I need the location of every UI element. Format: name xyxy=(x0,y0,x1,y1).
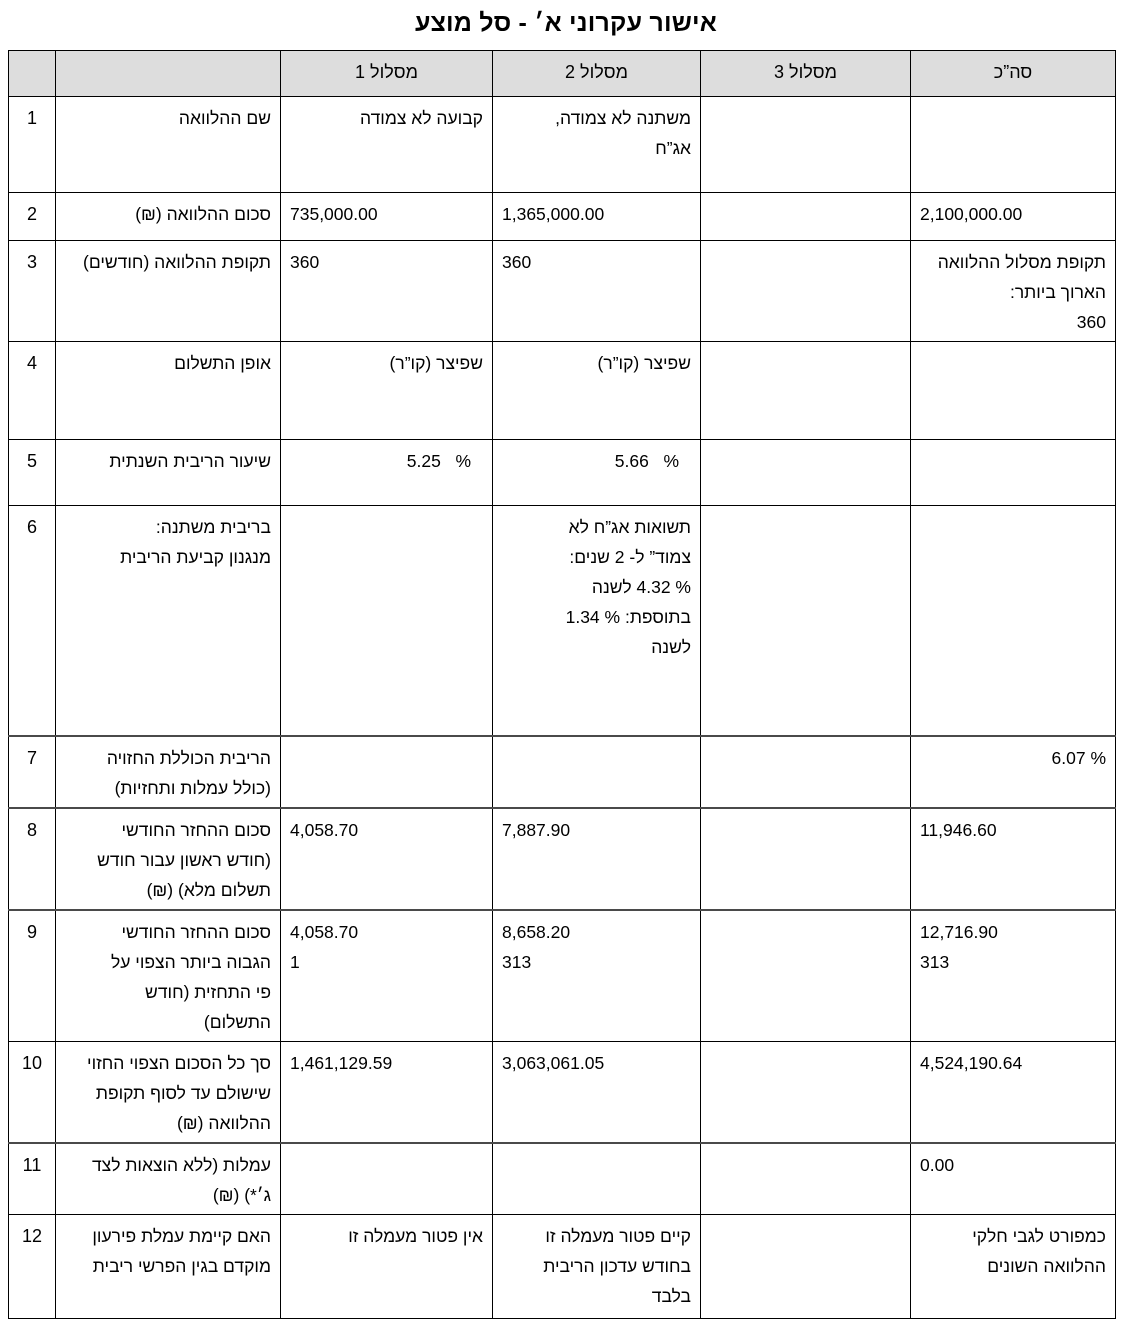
cell-row-number: 11 xyxy=(9,1143,56,1215)
cell-row-number: 9 xyxy=(9,910,56,1042)
cell-row-number: 6 xyxy=(9,506,56,736)
percent-symbol: % xyxy=(455,451,471,471)
cell-total-value: 2,100,000.00 xyxy=(920,204,1023,224)
column-header-label xyxy=(56,51,281,97)
cell-label xyxy=(56,808,281,910)
cell-label-line2: (כולל עמלות ותחזיות) xyxy=(114,777,271,798)
cell-label: שם ההלוואה xyxy=(56,97,281,193)
cell-label xyxy=(56,910,281,1042)
cell-track3 xyxy=(701,342,911,440)
cell-track2-line3: בלבד xyxy=(651,1285,691,1306)
cell-total-line2: הארוך ביותר: xyxy=(1009,282,1106,302)
cell-label-line1: עמלות (ללא הוצאות לצד xyxy=(91,1154,271,1175)
cell-track2-line1: משתנה לא צמודה, xyxy=(555,108,691,128)
cell-track2 xyxy=(493,506,701,736)
table-row xyxy=(9,1214,1116,1318)
cell-label-line2: מוקדם בגין הפרשי ריבית xyxy=(92,1255,271,1276)
cell-total-value: 4,524,190.64 xyxy=(920,1052,1023,1073)
cell-label xyxy=(56,736,281,808)
cell-track2 xyxy=(493,736,701,808)
cell-row-number: 2 xyxy=(9,193,56,241)
cell-label-line1: סכום ההחזר החודשי xyxy=(121,921,271,942)
cell-track1-value: 360 xyxy=(290,252,320,272)
cell-track1-rate-value: 5.25 xyxy=(406,451,441,471)
cell-label xyxy=(56,506,281,736)
cell-total-line3: 360 xyxy=(1076,312,1106,332)
cell-track2-line3: % 4.32 לשנה xyxy=(591,577,691,597)
table-row xyxy=(9,440,1116,506)
cell-track2 xyxy=(493,97,701,193)
cell-label: סכום ההלוואה (₪) xyxy=(56,193,281,241)
cell-track2-line2: אג”ח xyxy=(655,138,691,158)
table-header xyxy=(9,51,1116,97)
table-row xyxy=(9,506,1116,736)
table-row xyxy=(9,736,1116,808)
cell-label: שיעור הריבית השנתית xyxy=(56,440,281,506)
cell-track2-line2: 313 xyxy=(502,951,532,972)
cell-total xyxy=(911,342,1116,440)
cell-total xyxy=(911,241,1116,342)
cell-track2 xyxy=(493,1041,701,1143)
cell-track1-value: 1,461,129.59 xyxy=(290,1052,393,1073)
percent-symbol: % xyxy=(1090,747,1106,768)
cell-label xyxy=(56,1143,281,1215)
column-header-track1: מסלול 1 xyxy=(281,51,493,97)
cell-label-line2: שישולם עד לסוף תקופת xyxy=(95,1082,271,1103)
cell-total-line1: 12,716.90 xyxy=(920,921,998,942)
cell-track2 xyxy=(493,193,701,241)
cell-label-line1: הריבית הכוללת החזויה xyxy=(106,747,271,768)
cell-label-line2: הגבוה ביותר הצפוי על xyxy=(110,951,271,972)
cell-track3 xyxy=(701,1143,911,1215)
cell-track2 xyxy=(493,1214,701,1318)
cell-track1 xyxy=(281,1143,493,1215)
cell-track2-value: 7,887.90 xyxy=(502,819,571,840)
table-row xyxy=(9,241,1116,342)
cell-track3 xyxy=(701,241,911,342)
loan-terms-table xyxy=(8,50,1116,1319)
cell-total-line2: 313 xyxy=(920,951,950,972)
column-header-num xyxy=(9,51,56,97)
cell-track2 xyxy=(493,808,701,910)
cell-track2-line1: 8,658.20 xyxy=(502,921,571,942)
cell-track2-line1: קיים פטור מעמלה זו xyxy=(545,1225,691,1246)
cell-track1: אין פטור מעמלה זו xyxy=(281,1214,493,1318)
cell-track2-line4: בתוספת: % 1.34 xyxy=(565,607,691,627)
cell-track2 xyxy=(493,241,701,342)
table-row xyxy=(9,910,1116,1042)
cell-track1-line2: 1 xyxy=(290,951,300,972)
cell-track1 xyxy=(281,506,493,736)
cell-total xyxy=(911,1214,1116,1318)
cell-row-number: 3 xyxy=(9,241,56,342)
cell-track3 xyxy=(701,1214,911,1318)
cell-total-line1: כמפורט לגבי חלקי xyxy=(972,1225,1106,1246)
table-row xyxy=(9,1143,1116,1215)
cell-track2 xyxy=(493,1143,701,1215)
cell-label-line2: (חודש ראשון עבור חודש xyxy=(97,849,271,870)
cell-total xyxy=(911,193,1116,241)
cell-track3 xyxy=(701,193,911,241)
cell-row-number: 12 xyxy=(9,1214,56,1318)
cell-total-rate-value: 6.07 xyxy=(1051,747,1086,768)
cell-total-line1: תקופת מסלול ההלוואה xyxy=(937,252,1106,272)
cell-row-number: 10 xyxy=(9,1041,56,1143)
cell-label-line3: ההלוואה (₪) xyxy=(176,1112,271,1133)
cell-track3 xyxy=(701,910,911,1042)
cell-track1-value: 4,058.70 xyxy=(290,819,359,840)
cell-total xyxy=(911,1143,1116,1215)
cell-total xyxy=(911,440,1116,506)
cell-label: תקופת ההלוואה (חודשים) xyxy=(56,241,281,342)
cell-track1-value: 735,000.00 xyxy=(290,204,378,224)
cell-label-line1: סכום ההחזר החודשי xyxy=(121,819,271,840)
cell-track2-value: 3,063,061.05 xyxy=(502,1052,605,1073)
cell-track3 xyxy=(701,97,911,193)
table-row xyxy=(9,808,1116,910)
cell-track2-rate-value: 5.66 xyxy=(614,451,649,471)
cell-track1: שפיצר (קו”ר) xyxy=(281,342,493,440)
cell-total xyxy=(911,1041,1116,1143)
cell-row-number: 4 xyxy=(9,342,56,440)
cell-label-line1: האם קיימת עמלת פירעון xyxy=(92,1225,271,1246)
cell-label-line3: פי התחזית (חודש xyxy=(145,981,271,1002)
cell-row-number: 1 xyxy=(9,97,56,193)
table-row xyxy=(9,193,1116,241)
cell-total xyxy=(911,910,1116,1042)
cell-label-line4: התשלום) xyxy=(203,1011,271,1032)
cell-track1 xyxy=(281,1041,493,1143)
cell-total-line2: ההלוואה השונים xyxy=(987,1255,1106,1276)
cell-track2-line2: בחודש עדכון הריבית xyxy=(543,1255,691,1276)
cell-total-value: 11,946.60 xyxy=(920,819,997,840)
column-header-track2: מסלול 2 xyxy=(493,51,701,97)
cell-track1: קבועה לא צמודה xyxy=(281,97,493,193)
cell-track1 xyxy=(281,440,493,506)
table-row xyxy=(9,1041,1116,1143)
cell-label-line2: ג׳*) (₪) xyxy=(212,1184,271,1205)
cell-track1 xyxy=(281,736,493,808)
cell-track3 xyxy=(701,808,911,910)
cell-track1 xyxy=(281,193,493,241)
cell-track1 xyxy=(281,808,493,910)
cell-label-line1: סך כל הסכום הצפוי החזוי xyxy=(87,1052,271,1073)
column-header-track3: מסלול 3 xyxy=(701,51,911,97)
cell-track3 xyxy=(701,440,911,506)
cell-label xyxy=(56,1214,281,1318)
cell-track2-line1: תשואות אג”ח לא xyxy=(568,517,691,537)
cell-row-number: 7 xyxy=(9,736,56,808)
cell-track1 xyxy=(281,910,493,1042)
cell-track2: שפיצר (קו”ר) xyxy=(493,342,701,440)
cell-track2-value: 1,365,000.00 xyxy=(502,204,605,224)
cell-total-rate xyxy=(920,743,1106,773)
cell-total xyxy=(911,97,1116,193)
cell-track1-line1: 4,058.70 xyxy=(290,921,359,942)
page-title: אישור עקרוני א׳ - סל מוצע xyxy=(414,9,718,37)
cell-track1 xyxy=(281,241,493,342)
cell-label: אופן התשלום xyxy=(56,342,281,440)
cell-label-line1: בריבית משתנה: xyxy=(155,517,271,537)
header-row xyxy=(9,51,1116,97)
cell-row-number: 5 xyxy=(9,440,56,506)
table-row xyxy=(9,97,1116,193)
cell-track3 xyxy=(701,506,911,736)
cell-track2 xyxy=(493,440,701,506)
cell-total-value: 0.00 xyxy=(920,1154,955,1175)
column-header-total: סה”כ xyxy=(911,51,1116,97)
cell-total xyxy=(911,808,1116,910)
cell-track2 xyxy=(493,910,701,1042)
table-row xyxy=(9,342,1116,440)
cell-label-line3: תשלום מלא) (₪) xyxy=(146,879,271,900)
cell-label xyxy=(56,1041,281,1143)
cell-track3 xyxy=(701,736,911,808)
cell-track2-rate xyxy=(502,446,691,476)
cell-track1-rate xyxy=(290,446,483,476)
cell-label-line2: מנגנון קביעת הריבית xyxy=(120,547,271,567)
cell-track2-value: 360 xyxy=(502,252,532,272)
table-body xyxy=(9,97,1116,1319)
cell-track3 xyxy=(701,1041,911,1143)
cell-total xyxy=(911,506,1116,736)
cell-track2-line5: לשנה xyxy=(651,637,691,657)
cell-row-number: 8 xyxy=(9,808,56,910)
cell-total xyxy=(911,736,1116,808)
cell-track2-line2: צמוד” ל- 2 שנים: xyxy=(569,547,691,567)
percent-symbol: % xyxy=(663,451,679,471)
